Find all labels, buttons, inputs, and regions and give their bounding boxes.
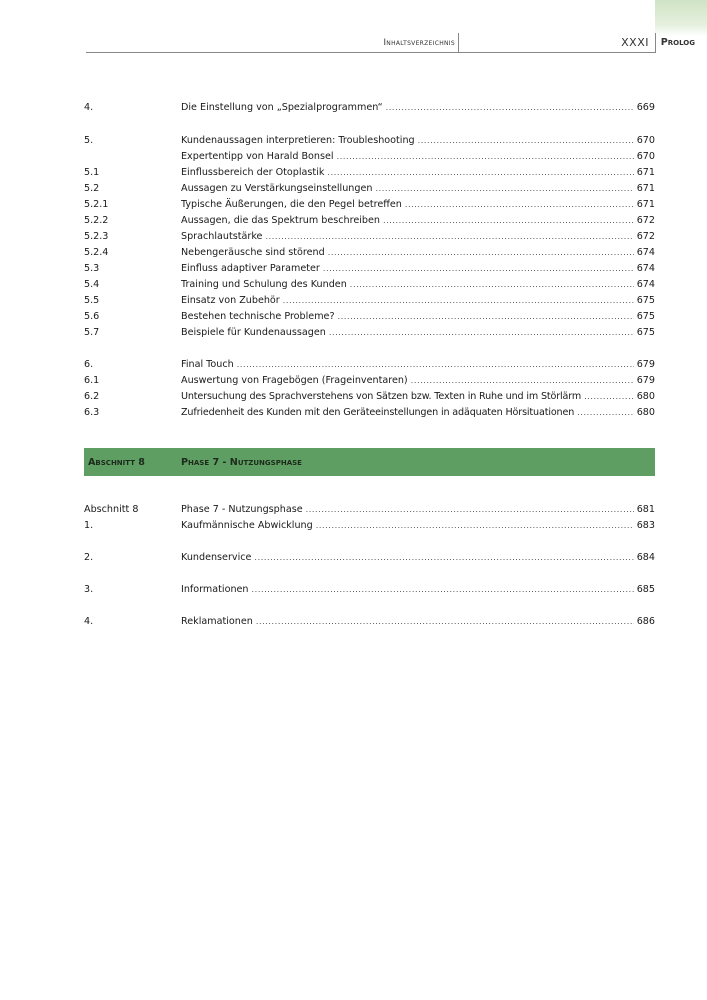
toc-title: Sprachlautstärke [181,231,263,242]
toc-entry[interactable] [84,583,655,597]
leader-dots [254,551,633,565]
toc-page: 684 [636,552,655,563]
toc-number: 4. [84,102,94,113]
toc-number: 5. [84,135,94,146]
toc-page: 671 [636,199,655,210]
toc-title: Auswertung von Fragebögen (Frageinventaren) [181,375,408,386]
toc-number: 5.3 [84,263,100,274]
toc-entry[interactable] [84,182,655,196]
toc-number: 1. [84,520,94,531]
leader-dots [375,182,633,196]
section-band-label: Abschnitt 8 [88,456,145,468]
toc-page: 674 [636,247,655,258]
toc-page: 686 [636,616,655,627]
toc-title: Kundenaussagen interpretieren: Troubleshooting [181,135,415,146]
toc-title: Bestehen technische Probleme? [181,311,335,322]
toc-entry[interactable] [84,390,655,404]
leader-dots [337,150,634,164]
toc-entry[interactable] [84,101,655,115]
toc-title: Einfluss adaptiver Parameter [181,263,320,274]
header-rule [86,52,655,53]
toc-entry[interactable] [84,230,655,244]
page-number: XXXI [621,36,649,49]
toc-number: 5.5 [84,295,100,306]
toc-number: 5.2.2 [84,215,109,226]
toc-title: Nebengeräusche sind störend [181,247,325,258]
toc-number: 4. [84,616,94,627]
toc-number: 3. [84,584,94,595]
leader-dots [316,519,634,533]
toc-number: 5.7 [84,327,100,338]
toc-page: 672 [636,215,655,226]
toc-number: 6.3 [84,407,100,418]
toc-entry[interactable] [84,310,655,324]
toc-number: 2. [84,552,94,563]
header-divider [458,33,459,53]
toc-entry[interactable] [84,406,655,420]
corner-tab-gradient [655,0,707,36]
leader-dots [237,358,634,372]
toc-number: 6. [84,359,94,370]
toc-title: Final Touch [181,359,234,370]
toc-number: 5.2.3 [84,231,109,242]
toc-entry[interactable] [84,294,655,308]
toc-title: Einflussbereich der Otoplastik [181,167,325,178]
leader-dots [350,278,634,292]
toc-page: 680 [636,391,655,402]
toc-page: 683 [636,520,655,531]
toc-page: 674 [636,279,655,290]
toc-number: 5.2.4 [84,247,109,258]
leader-dots [329,326,634,340]
leader-dots [256,615,634,629]
running-header-title: Inhaltsverzeichnis [383,38,455,48]
toc-number: 5.2 [84,183,100,194]
running-header-section: Prolog [660,37,695,48]
toc-title: Die Einstellung von „Spezialprogrammen“ [181,102,383,113]
toc-page: 680 [636,407,655,418]
header-divider [655,33,656,53]
toc-page: 675 [636,327,655,338]
toc-entry[interactable] [84,326,655,340]
toc-number: 5.1 [84,167,100,178]
toc-entry[interactable] [84,214,655,228]
toc-page: 670 [636,151,655,162]
toc-page: 685 [636,584,655,595]
toc-title: Training und Schulung des Kunden [181,279,347,290]
toc-title: Kaufmännische Abwicklung [181,520,313,531]
toc-entry[interactable] [84,246,655,260]
leader-dots [252,583,634,597]
toc-page: 679 [636,375,655,386]
toc-page: 672 [636,231,655,242]
leader-dots [327,166,633,180]
leader-dots [383,214,634,228]
toc-page: 679 [636,359,655,370]
toc-title: Beispiele für Kundenaussagen [181,327,326,338]
leader-dots [405,198,634,212]
section-band-title: Phase 7 - Nutzungsphase [181,456,302,468]
leader-dots [418,134,634,148]
toc-page: 681 [636,504,655,515]
toc-entry[interactable] [84,503,655,517]
toc-title: Aussagen zu Verstärkungseinstellungen [181,183,373,194]
leader-dots [338,310,634,324]
toc-title: Einsatz von Zubehör [181,295,280,306]
leader-dots [411,374,634,388]
toc-title: Untersuchung des Sprachverstehens von Sätzen bzw. Texten in Ruhe und im Störlärm [181,391,582,402]
toc-page: 671 [636,183,655,194]
toc-number: 5.4 [84,279,100,290]
toc-entry[interactable] [84,262,655,276]
toc-number: 6.1 [84,375,100,386]
toc-title: Zufriedenheit des Kunden mit den Geräteeinstellungen in adäquaten Hörsituationen [181,407,575,418]
toc-entry[interactable] [84,519,655,533]
toc-title: Kundenservice [181,552,252,563]
toc-entry[interactable] [84,615,655,629]
toc-page: 674 [636,263,655,274]
leader-dots [328,246,634,260]
toc-page: 675 [636,311,655,322]
leader-dots [584,390,634,404]
toc-entry[interactable] [84,150,655,164]
leader-dots [323,262,634,276]
toc-title: Aussagen, die das Spektrum beschreiben [181,215,380,226]
leader-dots [306,503,634,517]
leader-dots [283,294,634,308]
toc-entry[interactable] [84,166,655,180]
toc-entry[interactable] [84,134,655,148]
toc-page: 670 [636,135,655,146]
leader-dots [577,406,634,420]
toc-number: 5.2.1 [84,199,109,210]
toc-title: Reklamationen [181,616,253,627]
toc-title: Typische Äußerungen, die den Pegel betreffen [181,199,402,210]
toc-entry[interactable] [84,374,655,388]
leader-dots [265,230,633,244]
toc-entry[interactable] [84,358,655,372]
toc-number: 5.6 [84,311,100,322]
toc-title: Informationen [181,584,249,595]
toc-title: Expertentipp von Harald Bonsel [181,151,334,162]
toc-page: 671 [636,167,655,178]
toc-entry[interactable] [84,551,655,565]
toc-number: 6.2 [84,391,100,402]
toc-title: Phase 7 - Nutzungsphase [181,504,303,515]
section-band [84,448,655,476]
toc-page: 675 [636,295,655,306]
toc-page: 669 [636,102,655,113]
toc-entry[interactable] [84,278,655,292]
toc-number: Abschnitt 8 [84,504,139,515]
leader-dots [386,101,634,115]
toc-entry[interactable] [84,198,655,212]
